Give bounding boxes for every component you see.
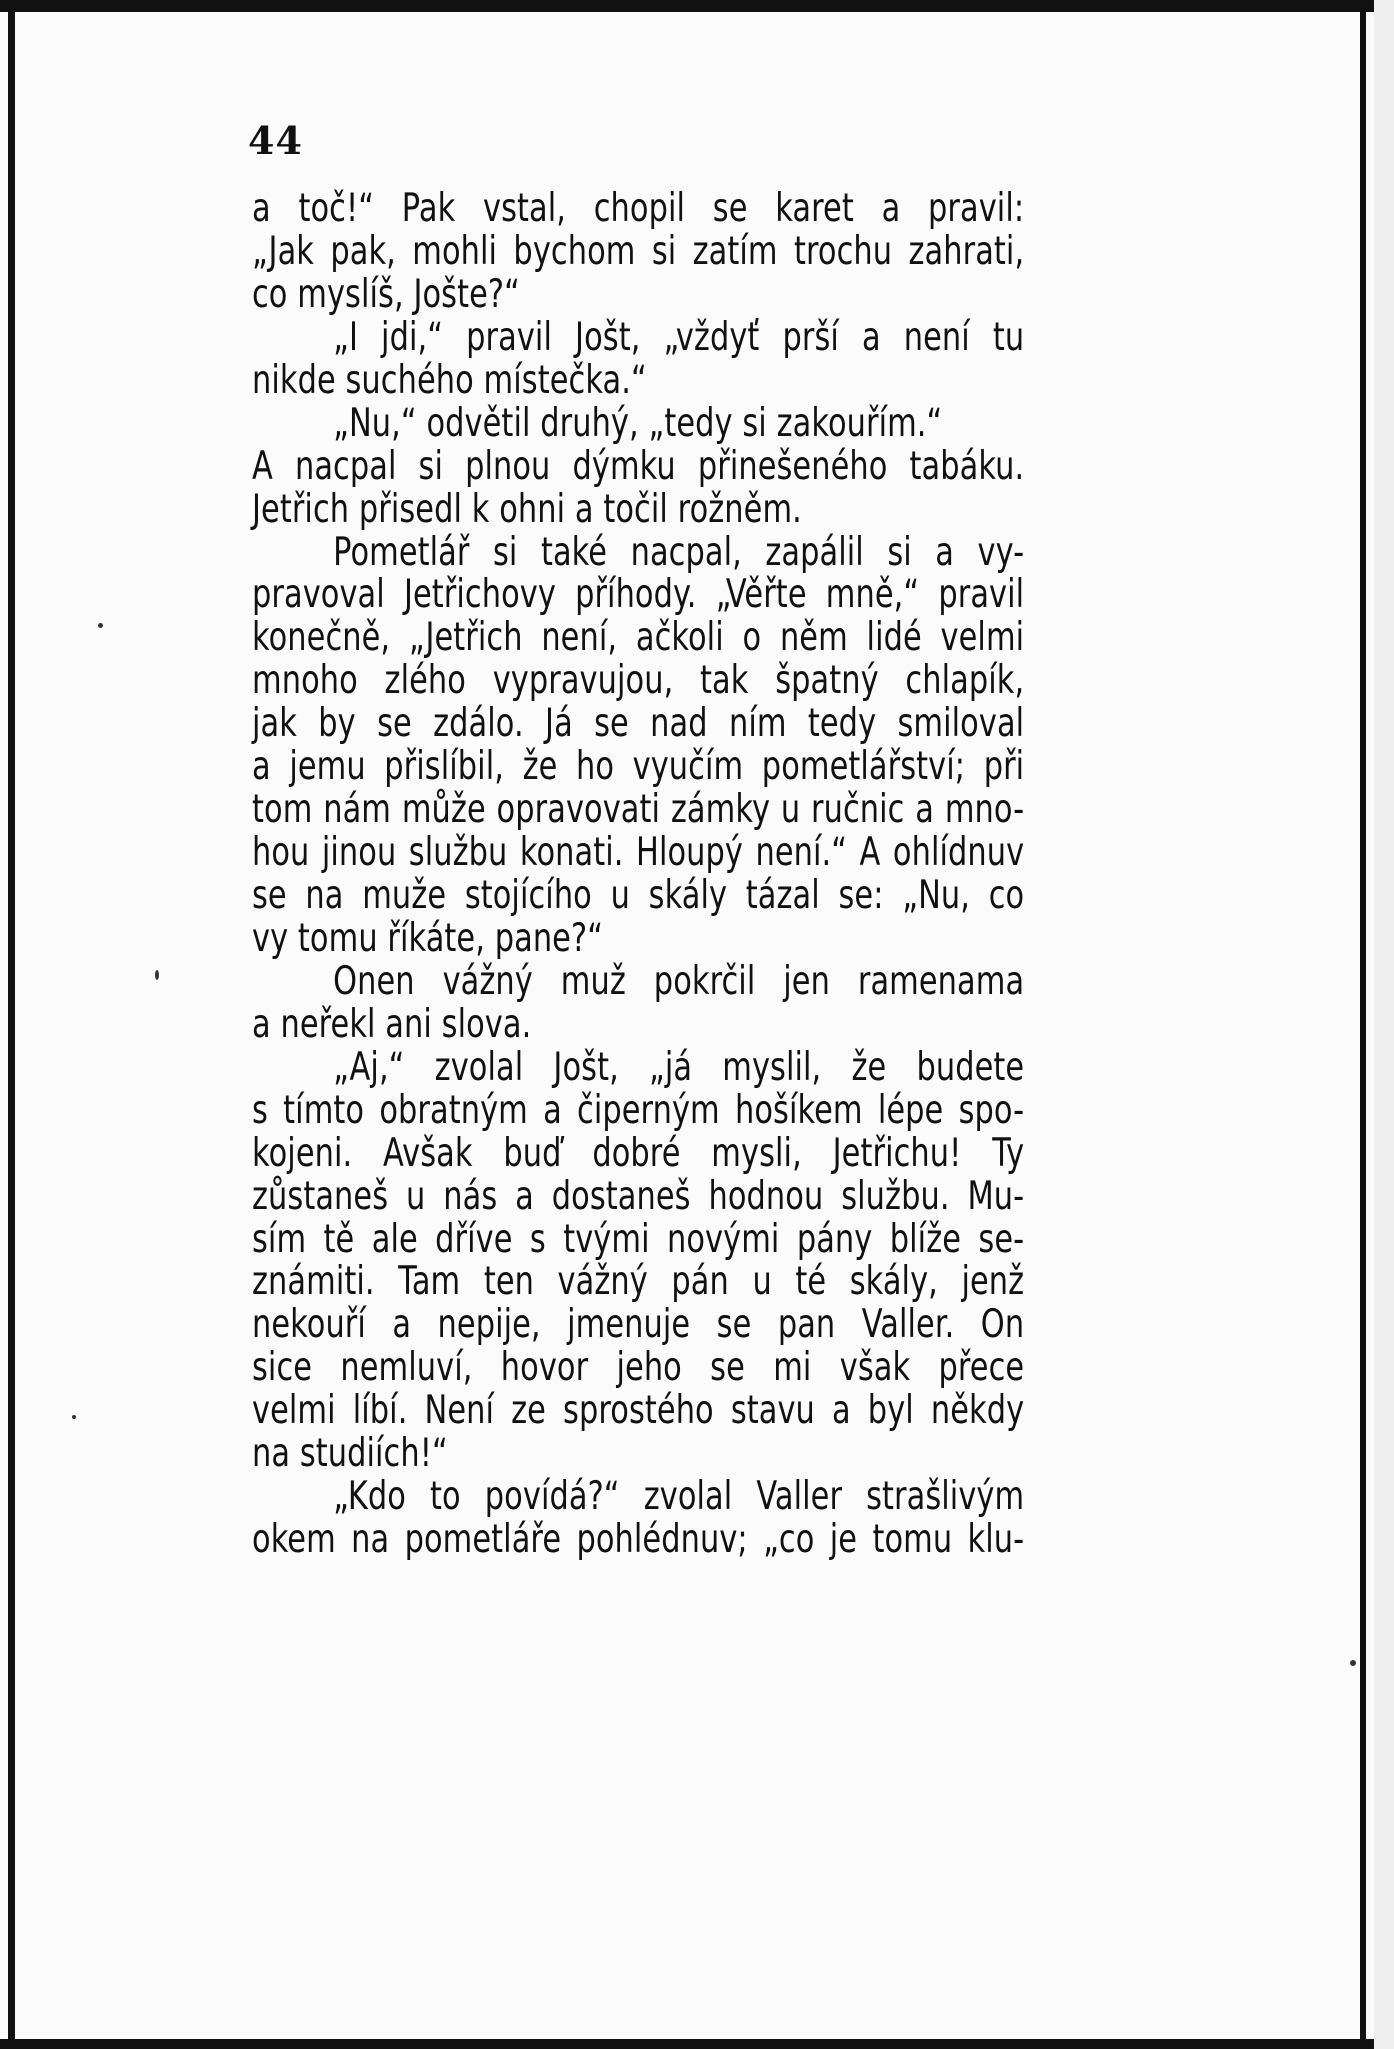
text-line: pravoval Jetřichovy příhody. „Věřte mně,“ pravil — [252, 572, 1025, 618]
scan-left-border — [8, 0, 15, 2049]
body-text — [252, 188, 1024, 1562]
page-number: 44 — [248, 118, 303, 163]
text-line: A nacpal si plnou dýmku přinešeného tabáku. — [252, 443, 1025, 489]
scan-bottom-border — [0, 2039, 1394, 2049]
text-line: nekouří a nepije, jmenuje se pan Valler. On — [252, 1302, 1025, 1348]
text-line: zůstaneš u nás a dostaneš hodnou službu. Mu- — [252, 1173, 1025, 1219]
paper-speck — [1350, 1660, 1356, 1666]
text-line: konečně, „Jetřich není, ačkoli o něm lidé velmi — [252, 615, 1025, 661]
text-line: „Kdo to povídá?“ zvolal Valler strašlivým — [333, 1474, 1025, 1520]
text-line: okem na pometláře pohlédnuv; „co je tomu klu- — [252, 1517, 1025, 1563]
text-line: „Nu,“ odvětil druhý, „tedy si zakouřím.“ — [333, 400, 943, 446]
text-line: na studiích!“ — [252, 1431, 448, 1477]
text-line: velmi líbí. Není ze sprostého stavu a byl někdy — [252, 1388, 1025, 1434]
text-line: „Jak pak, mohli bychom si zatím trochu zahrati, — [252, 228, 1025, 274]
text-line: jak by se zdálo. Já se nad ním tedy smiloval — [252, 701, 1025, 747]
paper-speck — [155, 970, 159, 980]
paper-speck — [98, 623, 103, 628]
text-line: Jetřich přisedl k ohni a točil rožněm. — [252, 486, 802, 532]
text-line: kojeni. Avšak buď dobré mysli, Jetřichu! Ty — [252, 1130, 1025, 1176]
scan-right-border — [1360, 0, 1366, 2049]
text-line: vy tomu říkáte, pane?“ — [252, 915, 604, 961]
text-line: s tímto obratným a čiperným hošíkem lépe spo- — [252, 1087, 1025, 1133]
text-line: známiti. Tam ten vážný pán u té skály, jenž — [252, 1259, 1025, 1305]
text-line: sice nemluví, hovor jeho se mi však přece — [252, 1345, 1025, 1391]
text-line: co myslíš, Jošte?“ — [252, 271, 520, 317]
text-line: „Aj,“ zvolal Jošt, „já myslil, že budete — [333, 1044, 1025, 1090]
text-line: sím tě ale dříve s tvými novými pány blíže se- — [252, 1216, 1025, 1262]
paper-speck — [72, 1415, 76, 1419]
text-line: a jemu přislíbil, že ho vyučím pometlářství; při — [252, 744, 1025, 790]
text-line: „I jdi,“ pravil Jošt, „vždyť prší a není tu — [333, 314, 1025, 360]
text-line: a toč!“ Pak vstal, chopil se karet a pravil: — [252, 186, 1025, 231]
text-line: hou jinou službu konati. Hloupý není.“ A ohlídnuv — [252, 830, 1025, 876]
text-line: Onen vážný muž pokrčil jen ramenama — [333, 958, 1025, 1004]
text-line: mnoho zlého vypravujou, tak špatný chlapík, — [252, 658, 1025, 704]
scan-top-border — [0, 0, 1394, 12]
text-line: a neřekl ani slova. — [252, 1001, 532, 1047]
text-line: nikde suchého místečka.“ — [252, 357, 647, 403]
text-line: tom nám může opravovati zámky u ručnic a mno- — [252, 787, 1025, 833]
text-line: Pometlář si také nacpal, zapálil si a vy- — [333, 529, 1025, 575]
scan-right-margin — [1374, 0, 1394, 2049]
text-line: se na muže stojícího u skály tázal se: „Nu, co — [252, 873, 1025, 918]
